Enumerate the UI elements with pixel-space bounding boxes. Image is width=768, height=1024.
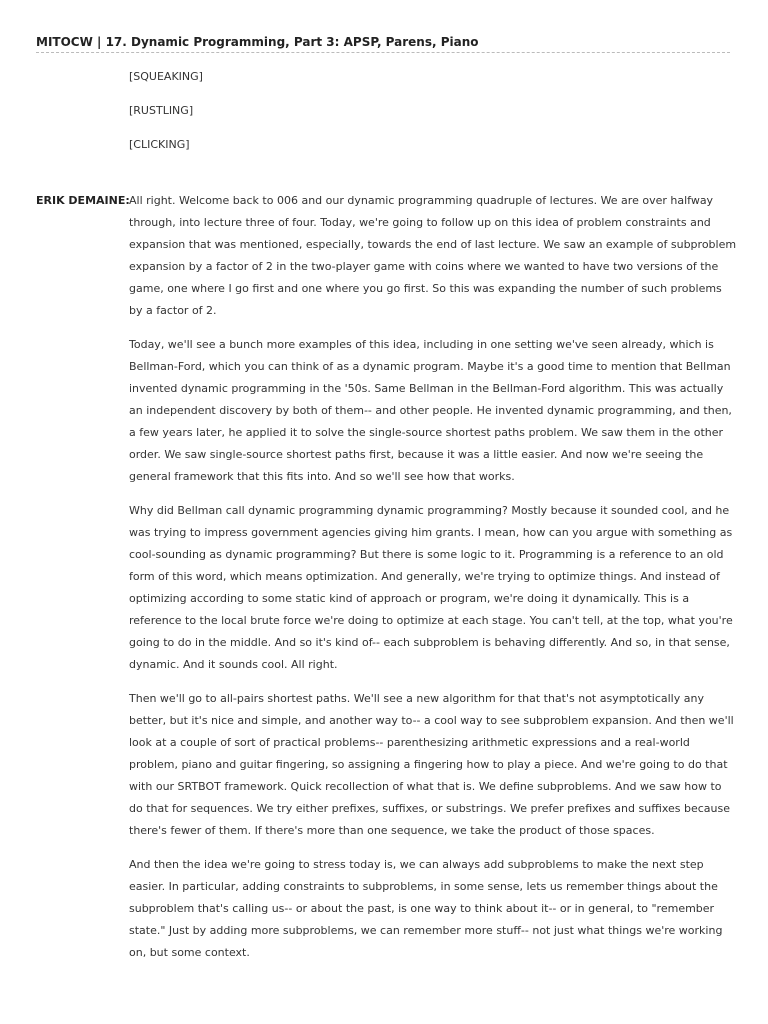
sound-cue-clicking: [CLICKING] xyxy=(129,138,190,151)
speech-paragraph: And then the idea we're going to stress today is, we can always add subproblems to make the next step easier. In particular, adding constraints to subproblems, in some sense, lets us remember things about the subproblem that's calling us-- or about the past, is one way to think about it-- or in general, to "remember state." Just by adding more subproblems, we can remember more stuff-- not just what things we're working on, but some context. xyxy=(129,858,723,959)
speech-paragraph: Why did Bellman call dynamic programming dynamic programming? Mostly because it sounded cool, and he was trying to impress government agencies giving him grants. I mean, how can you argue with something as cool-sounding as dynamic programming? But there is some logic to it. Programming is a reference to an old form of this word, which means optimization. And generally, we're trying to optimize things. And instead of optimizing according to some static kind of approach or program, we're doing it dynamically. This is a reference to the local brute force we're doing to optimize at each stage. You can't tell, at the top, what you're going to do in the middle. And so it's kind of-- each subproblem is behaving differently. And so, in that sense, dynamic. And it sounds cool. All right. xyxy=(129,504,733,671)
speaker-name: ERIK DEMAINE: xyxy=(36,194,130,207)
speech-paragraphs xyxy=(129,190,738,976)
document-title: MITOCW | 17. Dynamic Programming, Part 3: APSP, Parens, Piano xyxy=(36,35,730,53)
sound-cue-row xyxy=(36,66,738,168)
sound-cue-squeaking: [SQUEAKING] xyxy=(129,70,203,83)
speaker-label-empty xyxy=(36,66,129,168)
speech-block xyxy=(36,190,738,976)
speech-paragraph: Today, we'll see a bunch more examples of this idea, including in one setting we've seen already, which is Bellman-Ford, which you can think of as a dynamic program. Maybe it's a good time to mention that Bellman invented dynamic programming in the '50s. Same Bellman in the Bellman-Ford algorithm. This was actually an independent discovery by both of them-- and other people. He invented dynamic programming, and then, a few years later, he applied it to solve the single-source shortest paths problem. We saw them in the other order. We saw single-source shortest paths first, because it was a little easier. And now we're seeing the general framework that this fits into. And so we'll see how that works. xyxy=(129,338,732,483)
transcript-body xyxy=(36,66,738,976)
speech-paragraph: Then we'll go to all-pairs shortest paths. We'll see a new algorithm for that that's not asymptotically any better, but it's nice and simple, and another way to-- a cool way to see subproblem expansion. And then we'll look at a couple of sort of practical problems-- parenthesizing arithmetic expressions and a real-world problem, piano and guitar fingering, so assigning a fingering how to play a piece. And we're going to do that with our SRTBOT framework. Quick recollection of what that is. We define subproblems. And we saw how to do that for sequences. We try either prefixes, suffixes, or substrings. We prefer prefixes and suffixes because there's fewer of them. If there's more than one sequence, we take the product of those spaces. xyxy=(129,692,734,837)
speech-paragraph: All right. Welcome back to 006 and our dynamic programming quadruple of lectures. We are over halfway through, into lecture three of four. Today, we're going to follow up on this idea of problem constraints and expansion that was mentioned, especially, towards the end of last lecture. We saw an example of subproblem expansion by a factor of 2 in the two-player game with coins where we wanted to have two versions of the game, one where I go first and one where you go first. So this was expanding the number of such problems by a factor of 2. xyxy=(129,194,737,317)
sound-cues xyxy=(129,66,738,168)
sound-cue-rustling: [RUSTLING] xyxy=(129,104,194,117)
